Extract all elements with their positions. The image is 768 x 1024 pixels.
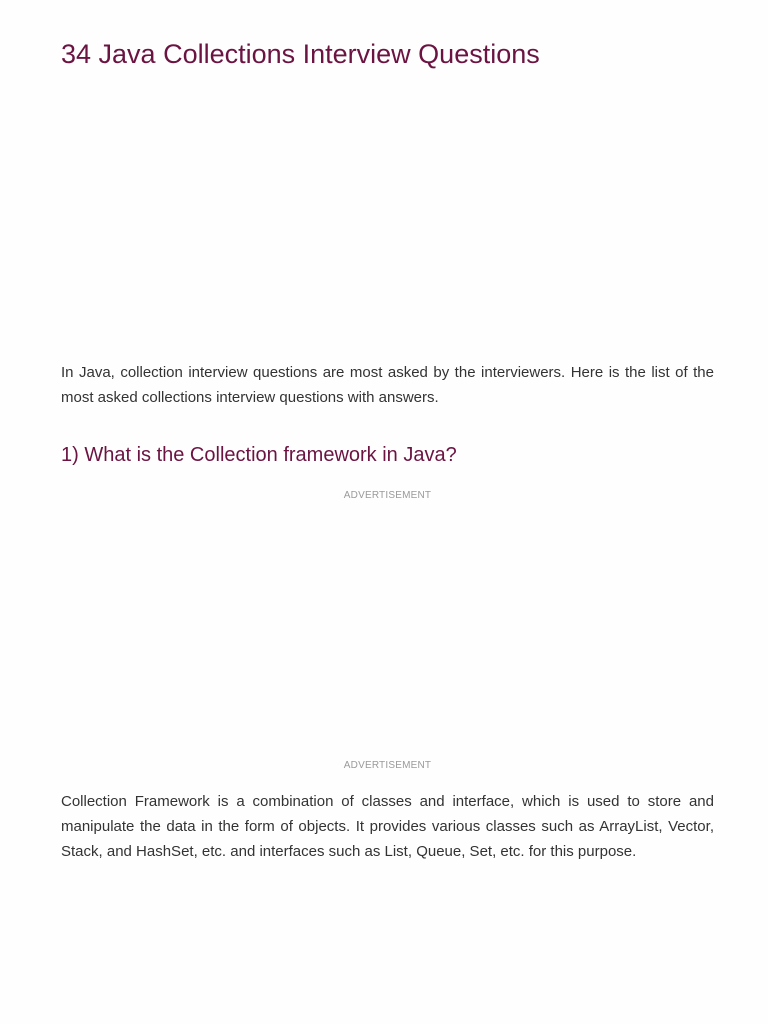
page-title: 34 Java Collections Interview Questions (61, 39, 540, 69)
intro-paragraph: In Java, collection interview questions are most asked by the interviewers. Here is the list of the most asked collections interview questions with answers. (61, 364, 714, 406)
ad-slot (61, 508, 714, 753)
answer-paragraph: Collection Framework is a combination of classes and interface, which is used to store and manipulate the data in the form of objects. It provides various classes such as ArrayList, Vector, Stack, and HashSet, etc. and interfaces such as List, Queue, Set, etc. for this purpose. (61, 793, 714, 860)
question-heading: 1) What is the Collection framework in Java? (61, 444, 457, 466)
advertisement-label: ADVERTISEMENT (343, 760, 432, 771)
ad-slot-top (61, 88, 714, 338)
article-content (61, 0, 714, 1024)
advertisement-label: ADVERTISEMENT (343, 490, 432, 501)
